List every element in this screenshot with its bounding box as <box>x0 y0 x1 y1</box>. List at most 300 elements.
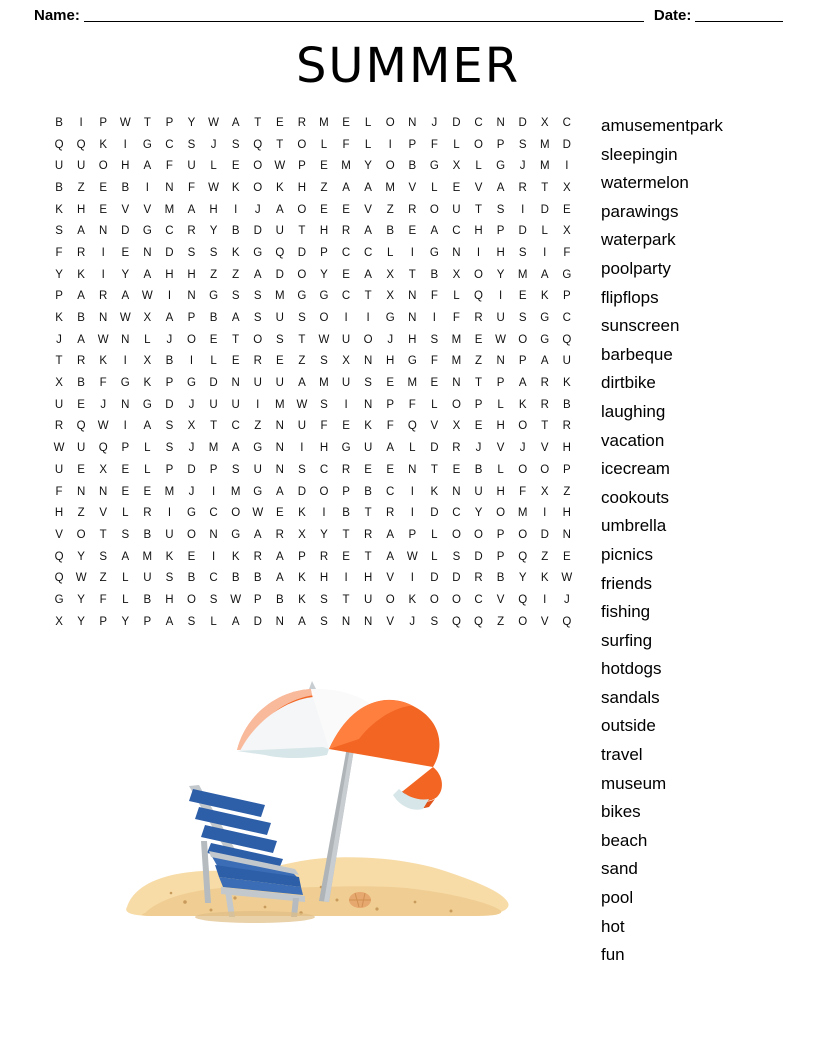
grid-cell: A <box>364 225 372 238</box>
grid-cell: O <box>231 507 241 520</box>
grid-cell: M <box>539 160 550 173</box>
grid-cell: W <box>406 550 418 563</box>
grid-cell: P <box>563 290 571 303</box>
grid-row <box>48 372 578 394</box>
grid-cell: F <box>430 138 438 151</box>
grid-cell: F <box>408 398 416 411</box>
grid-cell: B <box>430 268 439 281</box>
grid-cell: J <box>431 116 438 129</box>
grid-cell: N <box>341 615 351 628</box>
word-list-item: amusementpark <box>601 116 723 135</box>
grid-cell: O <box>319 312 329 325</box>
grid-row <box>48 416 578 438</box>
grid-cell: R <box>253 355 262 368</box>
grid-cell: X <box>540 485 549 498</box>
grid-cell: P <box>55 290 63 303</box>
grid-cell: L <box>320 138 328 151</box>
grid-cell: B <box>275 593 284 606</box>
grid-cell: F <box>320 420 328 433</box>
grid-cell: T <box>210 420 218 433</box>
grid-row <box>48 199 578 221</box>
word-list-item: icecream <box>601 459 670 479</box>
grid-cell: P <box>298 550 306 563</box>
grid-cell: E <box>342 420 350 433</box>
word-search-grid <box>48 112 578 633</box>
grid-cell: A <box>231 312 240 325</box>
grid-cell: C <box>341 246 351 259</box>
grid-cell: S <box>518 312 527 325</box>
grid-cell: Z <box>386 203 394 216</box>
grid-cell: W <box>318 333 330 346</box>
grid-cell: H <box>165 268 174 281</box>
grid-cell: R <box>540 398 549 411</box>
grid-cell: P <box>165 116 174 129</box>
grid-cell: H <box>496 246 505 259</box>
grid-cell: L <box>497 398 504 411</box>
word-list-item: fishing <box>601 602 651 622</box>
grid-cell: W <box>296 398 308 411</box>
grid-cell: X <box>143 312 152 325</box>
grid-cell: M <box>275 398 285 411</box>
grid-cell: G <box>142 398 152 411</box>
grid-cell: G <box>142 225 152 238</box>
grid-cell: U <box>54 398 64 411</box>
grid-cell: R <box>54 420 64 433</box>
grid-cell: I <box>145 181 149 194</box>
grid-cell: B <box>143 593 152 606</box>
grid-cell: S <box>430 615 439 628</box>
grid-cell: C <box>231 420 240 433</box>
grid-cell: K <box>563 377 571 390</box>
grid-cell: D <box>253 225 262 238</box>
word-list-item: sandals <box>601 687 660 707</box>
word-list-item: parawings <box>601 201 679 221</box>
word-list <box>601 112 801 970</box>
grid-cell: O <box>297 268 307 281</box>
grid-cell: F <box>563 246 571 259</box>
grid-cell: V <box>540 442 549 455</box>
word-list-item: sleepingin <box>601 144 678 164</box>
grid-cell: B <box>563 398 571 411</box>
grid-cell: M <box>164 485 175 498</box>
grid-cell: C <box>452 507 461 520</box>
grid-cell: C <box>319 463 329 476</box>
grid-cell: E <box>121 485 130 498</box>
grid-cell: V <box>430 420 439 433</box>
grid-cell: E <box>143 485 152 498</box>
grid-cell: K <box>77 268 85 281</box>
grid-cell: E <box>77 463 85 476</box>
grid-cell: U <box>474 485 483 498</box>
grid-cell: Y <box>77 550 85 563</box>
grid-cell: A <box>275 203 284 216</box>
grid-cell: O <box>385 593 395 606</box>
word-list-item: sunscreen <box>601 316 680 336</box>
grid-cell: Q <box>474 615 483 628</box>
grid-cell: V <box>540 615 549 628</box>
grid-cell: N <box>187 290 196 303</box>
grid-cell: I <box>410 507 414 520</box>
grid-cell: P <box>386 398 395 411</box>
grid-cell: A <box>253 268 262 281</box>
grid-cell: F <box>187 181 196 194</box>
grid-cell: E <box>187 550 196 563</box>
grid-cell: X <box>143 355 152 368</box>
grid-cell: E <box>275 116 284 129</box>
grid-cell: U <box>496 312 505 325</box>
grid-cell: A <box>342 181 350 194</box>
grid-cell: S <box>320 593 328 606</box>
grid-cell: T <box>364 507 372 520</box>
grid-cell: N <box>209 528 218 541</box>
sand-shape <box>126 857 508 916</box>
grid-cell: Q <box>54 550 64 563</box>
grid-cell: E <box>209 333 218 346</box>
word-list-item: hotdogs <box>601 659 662 679</box>
grid-cell: A <box>298 615 306 628</box>
grid-cell: B <box>55 181 63 194</box>
grid-cell: V <box>121 203 130 216</box>
grid-cell: D <box>430 442 439 455</box>
grid-cell: H <box>54 507 64 520</box>
grid-cell: O <box>518 463 528 476</box>
grid-cell: S <box>209 246 218 259</box>
grid-cell: H <box>121 160 130 173</box>
grid-cell: I <box>322 507 326 520</box>
grid-cell: Y <box>121 268 130 281</box>
grid-cell: J <box>254 203 261 216</box>
grid-cell: N <box>452 377 461 390</box>
grid-cell: F <box>55 246 63 259</box>
grid-cell: W <box>208 181 220 194</box>
grid-cell: P <box>408 138 417 151</box>
grid-cell: Z <box>475 355 483 368</box>
grid-cell: A <box>121 550 130 563</box>
grid-cell: O <box>76 528 86 541</box>
grid-cell: W <box>119 312 131 325</box>
grid-cell: P <box>320 246 328 259</box>
grid-cell: W <box>252 507 264 520</box>
grid-cell: M <box>407 377 418 390</box>
grid-cell: T <box>276 138 284 151</box>
grid-cell: C <box>165 225 174 238</box>
grid-cell: R <box>187 225 196 238</box>
grid-cell: F <box>430 290 438 303</box>
grid-cell: U <box>54 463 64 476</box>
grid-cell: D <box>518 225 527 238</box>
grid-cell: X <box>452 160 461 173</box>
grid-cell: T <box>298 225 306 238</box>
grid-cell: N <box>363 398 373 411</box>
word-list-item: surfing <box>601 630 653 650</box>
grid-cell: K <box>298 572 306 585</box>
grid-row <box>48 264 578 286</box>
grid-cell: D <box>562 138 571 151</box>
grid-cell: A <box>143 420 152 433</box>
grid-cell: M <box>275 290 285 303</box>
grid-cell: S <box>187 615 196 628</box>
grid-cell: U <box>275 225 284 238</box>
grid-cell: H <box>209 203 218 216</box>
grid-cell: O <box>518 420 528 433</box>
grid-cell: O <box>363 333 373 346</box>
grid-cell: U <box>187 160 196 173</box>
grid-cell: D <box>165 398 174 411</box>
grid-cell: I <box>543 593 547 606</box>
grid-cell: J <box>563 593 570 606</box>
grid-row <box>48 546 578 568</box>
grid-cell: S <box>320 615 328 628</box>
grid-cell: F <box>99 593 107 606</box>
word-list-item: laughing <box>601 401 666 421</box>
grid-cell: C <box>341 290 351 303</box>
grid-cell: R <box>408 203 417 216</box>
grid-cell: T <box>430 463 438 476</box>
grid-cell: C <box>474 116 483 129</box>
grid-cell: Q <box>76 138 86 151</box>
grid-cell: D <box>297 246 307 259</box>
grid-cell: I <box>344 572 348 585</box>
grid-cell: A <box>77 290 85 303</box>
grid-cell: D <box>518 116 527 129</box>
grid-cell: N <box>496 355 505 368</box>
grid-cell: F <box>55 485 63 498</box>
grid-cell: O <box>518 615 528 628</box>
grid-cell: M <box>319 116 329 129</box>
grid-cell: X <box>563 225 571 238</box>
grid-cell: F <box>519 485 527 498</box>
grid-cell: H <box>187 268 196 281</box>
grid-cell: S <box>231 138 240 151</box>
grid-cell: E <box>342 116 350 129</box>
grid-cell: P <box>496 377 505 390</box>
grid-cell: N <box>121 333 130 346</box>
grid-cell: M <box>142 550 153 563</box>
grid-cell: C <box>562 312 571 325</box>
grid-cell: K <box>55 312 63 325</box>
grid-cell: F <box>386 420 394 433</box>
grid-cell: G <box>496 160 506 173</box>
grid-cell: N <box>143 246 152 259</box>
grid-row <box>48 242 578 264</box>
grid-cell: G <box>231 528 241 541</box>
grid-cell: W <box>208 116 220 129</box>
grid-cell: W <box>495 333 507 346</box>
grid-cell: N <box>165 181 174 194</box>
grid-cell: N <box>121 398 130 411</box>
grid-cell: J <box>519 442 526 455</box>
grid-cell: N <box>452 485 461 498</box>
grid-cell: U <box>76 442 86 455</box>
grid-cell: B <box>342 507 350 520</box>
word-list-item: dirtbike <box>601 373 656 393</box>
grid-cell: A <box>187 203 196 216</box>
grid-cell: S <box>496 203 505 216</box>
grid-cell: M <box>517 507 528 520</box>
grid-cell: S <box>275 333 284 346</box>
grid-cell: A <box>231 116 240 129</box>
grid-cell: L <box>122 572 129 585</box>
grid-cell: R <box>474 312 483 325</box>
grid-cell: B <box>209 312 218 325</box>
grid-cell: M <box>517 268 528 281</box>
grid-cell: D <box>121 225 130 238</box>
grid-cell: K <box>99 138 108 151</box>
grid-cell: A <box>231 615 240 628</box>
grid-cell: X <box>386 268 395 281</box>
grid-cell: I <box>543 507 547 520</box>
grid-cell: O <box>496 507 506 520</box>
grid-cell: E <box>99 181 108 194</box>
grid-cell: L <box>453 290 460 303</box>
grid-cell: Q <box>98 442 108 455</box>
grid-cell: H <box>496 485 505 498</box>
grid-cell: K <box>231 181 240 194</box>
grid-cell: O <box>518 528 528 541</box>
grid-cell: B <box>364 485 372 498</box>
grid-cell: T <box>254 116 262 129</box>
grid-cell: X <box>55 615 63 628</box>
grid-cell: P <box>496 550 505 563</box>
grid-row <box>48 307 578 329</box>
grid-cell: E <box>342 268 350 281</box>
grid-cell: Q <box>76 420 86 433</box>
grid-cell: B <box>496 572 505 585</box>
grid-cell: T <box>342 528 350 541</box>
word-list-item: museum <box>601 773 667 793</box>
grid-cell: W <box>141 290 153 303</box>
grid-cell: R <box>275 528 284 541</box>
grid-cell: Y <box>364 160 372 173</box>
grid-cell: T <box>541 420 549 433</box>
word-list-item: barbeque <box>601 344 673 364</box>
grid-row <box>48 502 578 524</box>
grid-cell: H <box>363 572 373 585</box>
grid-cell: E <box>121 463 130 476</box>
grid-cell: R <box>341 463 351 476</box>
grid-cell: E <box>563 550 571 563</box>
grid-cell: N <box>562 528 571 541</box>
grid-cell: D <box>275 268 284 281</box>
grid-cell: G <box>562 268 572 281</box>
grid-cell: G <box>209 290 219 303</box>
grid-cell: G <box>540 312 550 325</box>
grid-cell: Z <box>77 181 85 194</box>
grid-cell: K <box>540 572 549 585</box>
grid-cell: A <box>253 528 262 541</box>
grid-cell: K <box>408 593 417 606</box>
grid-cell: I <box>410 485 414 498</box>
grid-cell: Q <box>54 572 64 585</box>
grid-cell: C <box>474 593 483 606</box>
grid-cell: O <box>540 463 550 476</box>
grid-cell: L <box>431 550 438 563</box>
grid-cell: B <box>474 463 483 476</box>
grid-cell: X <box>99 463 108 476</box>
grid-cell: Q <box>451 615 461 628</box>
grid-cell: U <box>76 160 86 173</box>
grid-cell: R <box>518 181 527 194</box>
grid-cell: S <box>209 593 218 606</box>
grid-cell: Z <box>298 355 306 368</box>
grid-cell: O <box>187 333 196 346</box>
grid-cell: E <box>452 181 461 194</box>
grid-cell: L <box>210 160 217 173</box>
grid-cell: G <box>54 593 64 606</box>
grid-cell: M <box>208 442 219 455</box>
grid-cell: U <box>452 203 461 216</box>
grid-cell: P <box>496 528 505 541</box>
grid-cell: A <box>518 377 527 390</box>
grid-cell: L <box>144 333 151 346</box>
grid-cell: E <box>364 463 372 476</box>
grid-cell: A <box>121 290 130 303</box>
grid-cell: P <box>165 377 174 390</box>
grid-cell: N <box>408 312 417 325</box>
grid-cell: C <box>165 138 174 151</box>
grid-cell: L <box>431 398 438 411</box>
grid-cell: L <box>431 181 438 194</box>
grid-cell: S <box>253 312 262 325</box>
grid-cell: Z <box>77 507 85 520</box>
grid-cell: J <box>387 333 394 346</box>
grid-cell: B <box>143 528 152 541</box>
grid-cell: H <box>408 333 417 346</box>
grid-cell: A <box>298 377 306 390</box>
grid-cell: P <box>187 312 196 325</box>
grid-cell: G <box>253 442 263 455</box>
grid-cell: K <box>518 398 527 411</box>
grid-row <box>48 611 578 633</box>
grid-cell: U <box>54 160 64 173</box>
grid-cell: W <box>97 420 109 433</box>
grid-cell: A <box>540 355 549 368</box>
grid-cell: U <box>275 377 284 390</box>
grid-cell: Q <box>407 420 417 433</box>
grid-cell: N <box>76 485 86 498</box>
grid-cell: O <box>385 160 395 173</box>
grid-cell: H <box>165 593 174 606</box>
grid-cell: J <box>409 615 416 628</box>
grid-cell: E <box>474 420 483 433</box>
grid-cell: I <box>344 398 348 411</box>
grid-cell: B <box>231 572 240 585</box>
grid-row <box>48 112 578 134</box>
grid-cell: C <box>209 507 218 520</box>
grid-cell: S <box>518 246 527 259</box>
grid-cell: D <box>430 572 439 585</box>
grid-cell: X <box>298 528 306 541</box>
grid-cell: W <box>274 160 286 173</box>
grid-row <box>48 394 578 416</box>
grid-cell: K <box>165 550 174 563</box>
grid-cell: I <box>344 312 348 325</box>
grid-cell: L <box>497 463 504 476</box>
word-list-item: fun <box>601 945 625 965</box>
grid-cell: H <box>319 225 329 238</box>
grid-cell: N <box>275 615 284 628</box>
grid-cell: V <box>143 203 152 216</box>
grid-cell: L <box>364 138 372 151</box>
word-list-item: travel <box>601 745 643 765</box>
grid-cell: N <box>408 290 417 303</box>
grid-cell: I <box>543 246 547 259</box>
grid-cell: K <box>143 377 152 390</box>
grid-cell: H <box>297 181 307 194</box>
grid-cell: G <box>429 160 439 173</box>
grid-cell: R <box>319 550 329 563</box>
grid-cell: O <box>187 593 196 606</box>
